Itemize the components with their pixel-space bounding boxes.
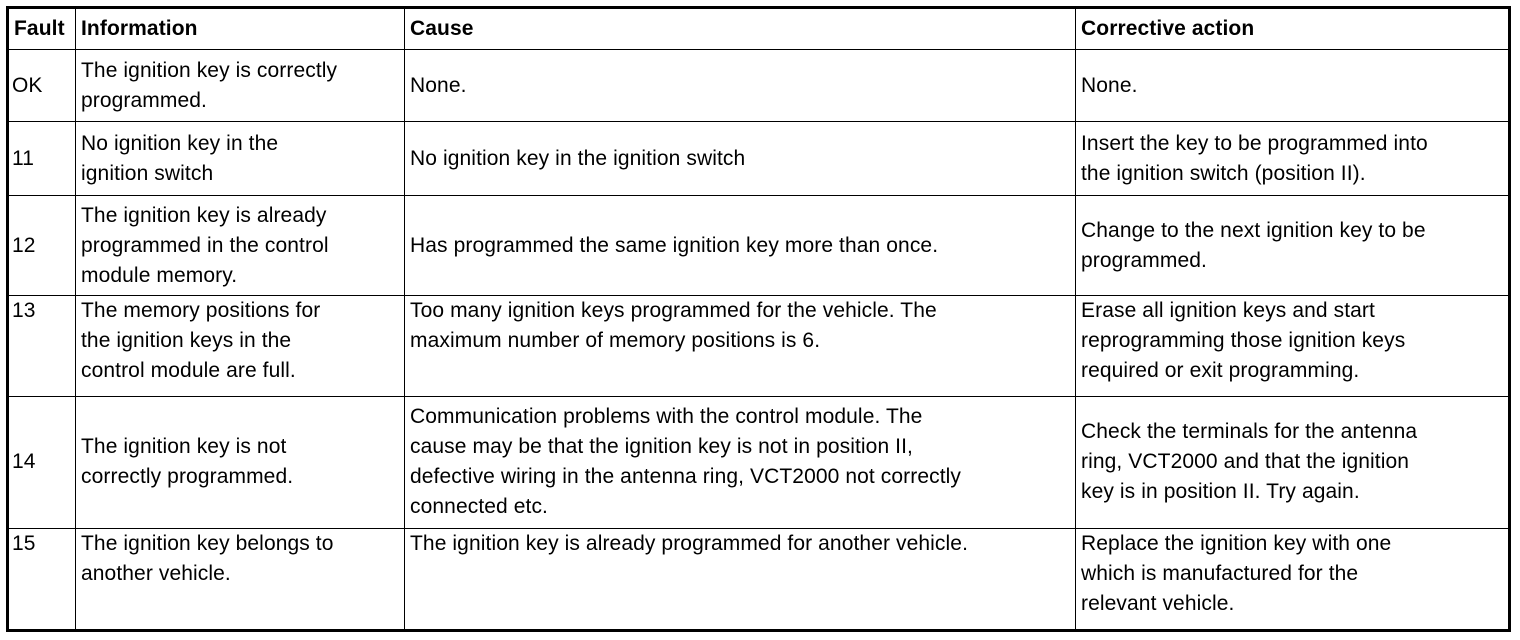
corrective-action-cell: None. (1076, 50, 1510, 122)
corrective-action-cell: Insert the key to be programmed into the ignition switch (position II). (1076, 122, 1510, 196)
fault-table-container (6, 6, 1508, 632)
corrective-action-cell: Change to the next ignition key to be programmed. (1076, 196, 1510, 296)
table-header-row (8, 8, 1510, 50)
fault-code-cell: OK (8, 50, 76, 122)
fault-code-table (6, 6, 1511, 632)
header-cause: Cause (405, 8, 1076, 50)
corrective-action-cell: Replace the ignition key with one which is manufactured for the relevant vehicle. (1076, 528, 1510, 630)
information-cell: The ignition key belongs to another vehicle. (76, 528, 405, 630)
table-row (8, 296, 1510, 396)
cause-cell: Has programmed the same ignition key more than once. (405, 196, 1076, 296)
cause-cell: No ignition key in the ignition switch (405, 122, 1076, 196)
fault-code-cell: 14 (8, 396, 76, 528)
corrective-action-cell: Erase all ignition keys and start reprogramming those ignition keys required or exit programming. (1076, 296, 1510, 396)
table-row (8, 196, 1510, 296)
header-fault: Fault (8, 8, 76, 50)
information-cell: The ignition key is not correctly programmed. (76, 396, 405, 528)
cause-cell: Too many ignition keys programmed for the vehicle. The maximum number of memory positions is 6. (405, 296, 1076, 396)
fault-code-cell: 11 (8, 122, 76, 196)
cause-cell: Communication problems with the control module. The cause may be that the ignition key is not in position II, defective wiring in the antenna ring, VCT2000 not correctly connected etc. (405, 396, 1076, 528)
table-row (8, 50, 1510, 122)
fault-code-cell: 15 (8, 528, 76, 630)
information-cell: The ignition key is correctly programmed. (76, 50, 405, 122)
cause-cell: None. (405, 50, 1076, 122)
information-cell: The ignition key is already programmed in the control module memory. (76, 196, 405, 296)
table-row (8, 396, 1510, 528)
information-cell: The memory positions for the ignition keys in the control module are full. (76, 296, 405, 396)
header-corrective-action: Corrective action (1076, 8, 1510, 50)
corrective-action-cell: Check the terminals for the antenna ring, VCT2000 and that the ignition key is in position II. Try again. (1076, 396, 1510, 528)
header-information: Information (76, 8, 405, 50)
table-row (8, 122, 1510, 196)
fault-code-cell: 12 (8, 196, 76, 296)
cause-cell: The ignition key is already programmed for another vehicle. (405, 528, 1076, 630)
table-row (8, 528, 1510, 630)
information-cell: No ignition key in the ignition switch (76, 122, 405, 196)
fault-code-cell: 13 (8, 296, 76, 396)
